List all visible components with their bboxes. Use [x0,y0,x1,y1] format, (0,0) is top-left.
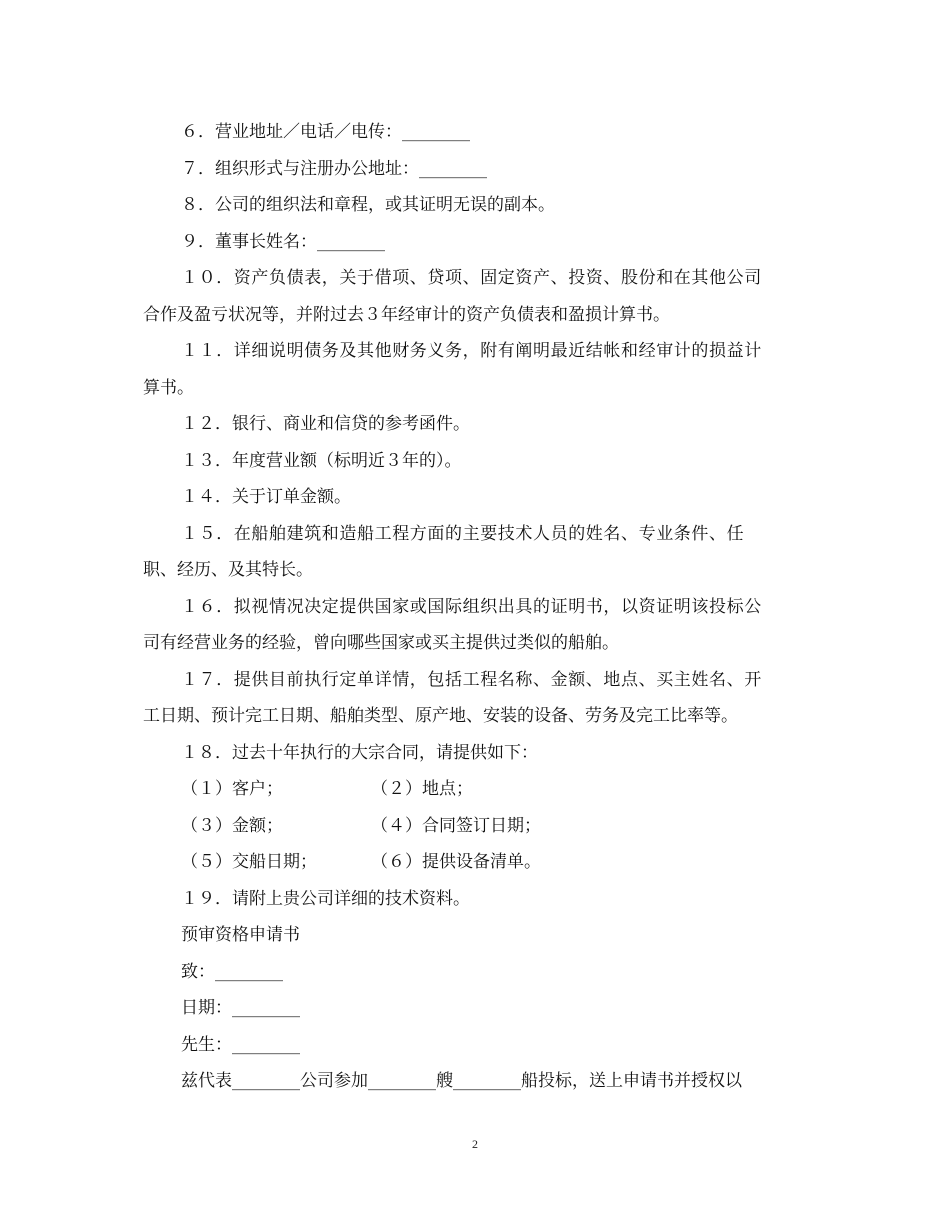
item-15-technical-staff-continued: 职、经历、及其特长。 [143,560,313,580]
item-15-technical-staff: １５．在船舶建筑和造船工程方面的主要技术人员的姓名、专业条件、任 [181,523,745,544]
item-8-articles-of-association: ８．公司的组织法和章程，或其证明无误的副本。 [181,195,555,215]
item-10-balance-sheet-continued: 合作及盈亏状况等，并附过去３年经审计的资产负债表和盈损计算书。 [143,304,670,325]
option-equipment-list: （６）提供设备清单。 [371,852,541,872]
item-10-balance-sheet: １０．资产负债表，关于借项、贷项、固定资产、投资、股份和在其他公司 [181,268,762,288]
date-field: 日期：________ [181,998,300,1018]
option-delivery-date: （５）交船日期； [181,852,317,872]
option-signing-date: （４）合同签订日期； [371,815,541,836]
item-11-debts: １１．详细说明债务及其他财务义务，附有阐明最近结帐和经审计的损益计 [181,341,762,361]
item-7-organization-form: ７．组织形式与注册办公地址：________ [181,158,487,179]
item-12-reference-letters: １２．银行、商业和信贷的参考函件。 [181,414,470,434]
option-client: （１）客户； [181,779,283,799]
item-11-debts-continued: 算书。 [143,377,194,398]
item-14-order-amount: １４．关于订单金额。 [181,487,351,507]
authorization-statement: 兹代表________公司参加________艘________船投标，送上申请书并授权以 [181,1071,742,1091]
item-17-current-orders: １７．提供目前执行定单详情，包括工程名称、金额、地点、买主姓名、开 [181,669,762,690]
item-16-certificates-continued: 司有经营业务的经验，曾向哪些国家或买主提供过类似的船舶。 [143,633,619,653]
option-amount: （３）金额； [181,815,283,836]
salutation-field: 先生：________ [181,1034,300,1055]
document-body [143,114,808,1100]
item-9-chairman-name: ９．董事长姓名：________ [181,231,385,252]
application-title: 预审资格申请书 [181,925,300,945]
recipient-field: 致：________ [181,961,283,982]
item-19-technical-materials: １９．请附上贵公司详细的技术资料。 [181,888,470,909]
item-16-certificates: １６．拟视情况决定提供国家或国际组织出具的证明书，以资证明该投标公 [181,596,762,617]
contract-options-row [143,844,808,881]
page-number: 2 [472,1137,478,1151]
contract-options-row [143,771,808,808]
item-18-major-contracts: １８．过去十年执行的大宗合同，请提供如下： [181,742,538,763]
contract-options-row [143,808,808,845]
item-17-current-orders-continued: 工日期、预计完工日期、船舶类型、原产地、安装的设备、劳务及完工比率等。 [143,706,738,726]
item-13-annual-turnover: １３．年度营业额（标明近３年的）。 [181,450,462,471]
item-6-business-address: ６．营业地址／电话／电传：________ [181,122,470,142]
option-location: （２）地点； [371,779,473,799]
